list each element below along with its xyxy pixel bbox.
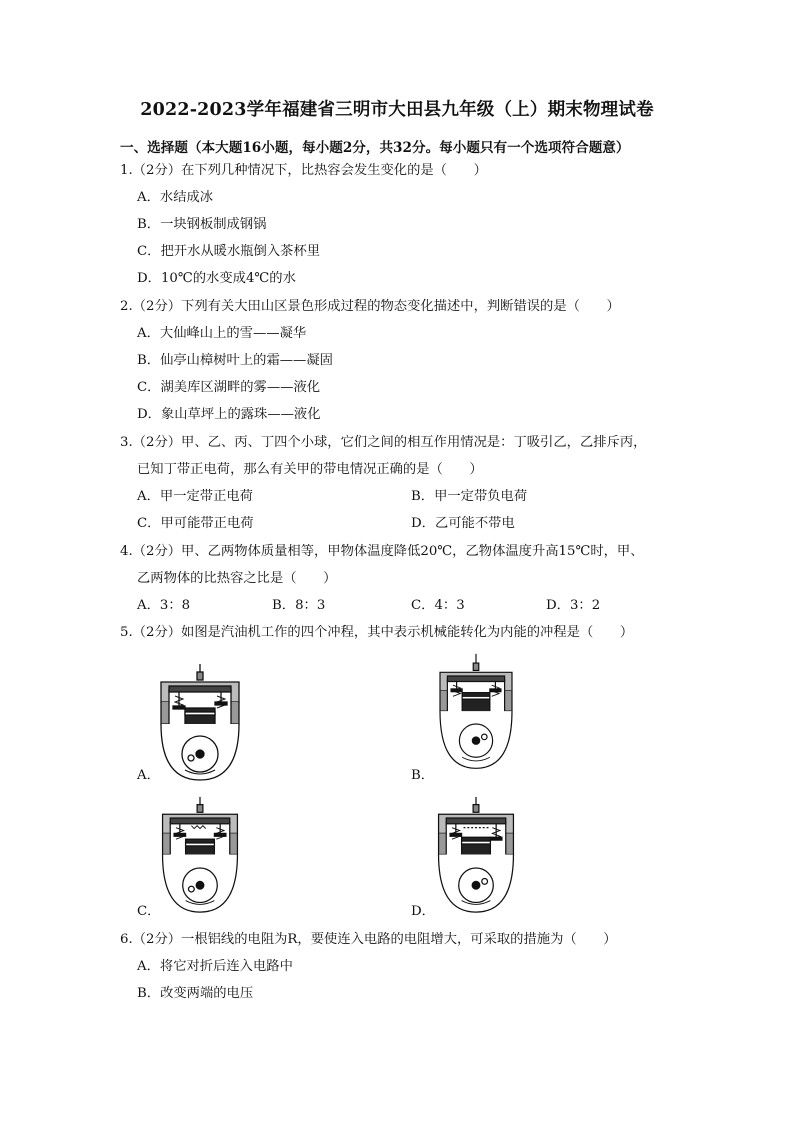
- question-4-stem: 4.（2分）甲、乙两物体质量相等，甲物体温度降低20℃，乙物体温度升高15℃时，甲、: [120, 544, 644, 559]
- question-3-stem-continued: 已知丁带正电荷，那么有关甲的带电情况正确的是（ ）: [137, 462, 483, 477]
- question-2-option-b[interactable]: B．仙亭山樟树叶上的霜——凝固: [137, 353, 333, 368]
- question-1-option-c[interactable]: C．把开水从暖水瓶倒入茶杯里: [137, 244, 321, 259]
- question-1-option-b[interactable]: B．一块钢板制成钢锅: [137, 217, 267, 232]
- section-heading: 一、选择题（本大题16小题，每小题2分，共32分。每小题只有一个选项符合题意）: [120, 140, 630, 156]
- question-5-stem: 5.（2分）如图是汽油机工作的四个冲程，其中表示机械能转化为内能的冲程是（ ）: [120, 625, 634, 640]
- engine-diagram-b-icon: [433, 652, 519, 772]
- question-3-option-d[interactable]: D．乙可能不带电: [411, 516, 515, 531]
- question-5-option-c[interactable]: C．: [137, 904, 161, 919]
- question-6-option-a[interactable]: A．将它对折后连入电路中: [137, 959, 293, 974]
- question-3-option-c[interactable]: C．甲可能带正电荷: [137, 516, 254, 531]
- question-2-stem: 2.（2分）下列有关大田山区景色形成过程的物态变化描述中，判断错误的是（ ）: [120, 299, 620, 314]
- question-4-option-d[interactable]: D．3：2: [546, 598, 601, 613]
- question-1-stem: 1.（2分）在下列几种情况下，比热容会发生变化的是（ ）: [120, 163, 487, 178]
- question-4-option-c[interactable]: C．4：3: [411, 598, 465, 613]
- question-1-option-a[interactable]: A．水结成冰: [137, 190, 214, 205]
- engine-diagram-c-icon: [157, 795, 243, 915]
- question-2-option-c[interactable]: C．湖美库区湖畔的雾——液化: [137, 380, 321, 395]
- question-1-option-d[interactable]: D．10℃的水变成4℃的水: [137, 271, 296, 286]
- question-3-option-a[interactable]: A．甲一定带正电荷: [137, 489, 253, 504]
- question-2-option-d[interactable]: D．象山草坪上的露珠——液化: [137, 407, 321, 422]
- engine-diagram-a-icon: [157, 662, 243, 782]
- question-6-stem: 6.（2分）一根铝线的电阻为R，要使连入电路的电阻增大，可采取的措施为（ ）: [120, 932, 617, 947]
- question-3-stem: 3.（2分）甲、乙、丙、丁四个小球，它们之间的相互作用情况是：丁吸引乙，乙排斥丙，: [120, 435, 647, 450]
- question-5-option-b[interactable]: B．: [411, 768, 435, 783]
- question-4-option-a[interactable]: A．3：8: [137, 598, 191, 613]
- page-title: 2022-2023学年福建省三明市大田县九年级（上）期末物理试卷: [140, 100, 654, 120]
- question-2-option-a[interactable]: A．大仙峰山上的雪——凝华: [137, 326, 307, 341]
- question-4-stem-continued: 乙两物体的比热容之比是（ ）: [137, 571, 337, 586]
- question-4-option-b[interactable]: B．8：3: [272, 598, 326, 613]
- question-5-option-d[interactable]: D．: [411, 904, 435, 919]
- engine-diagram-d-icon: [433, 795, 519, 915]
- question-3-option-b[interactable]: B．甲一定带负电荷: [411, 489, 528, 504]
- question-5-option-a[interactable]: A．: [137, 768, 160, 783]
- question-6-option-b[interactable]: B．改变两端的电压: [137, 986, 254, 1001]
